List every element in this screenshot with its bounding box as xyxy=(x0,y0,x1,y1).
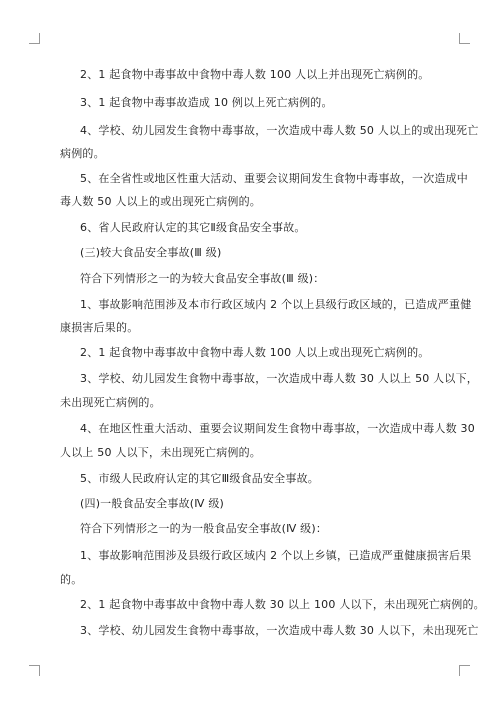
text-line: 4、学校、幼儿园发生食物中毒事故，一次造成中毒人数 50 人以上的或出现死亡 xyxy=(80,124,479,137)
text-line: 3、学校、幼儿园发生食物中毒事故，一次造成中毒人数 30 人以上 50 人以下， xyxy=(80,372,478,385)
section-heading: (三)较大食品安全事故(Ⅲ 级) xyxy=(80,246,222,259)
text-line: 3、1 起食物中毒事故造成 10 例以上死亡病例的。 xyxy=(80,96,333,109)
text-line: 康损害后果的。 xyxy=(60,321,139,334)
text-line: 1、事故影响范围涉及县级行政区域内 2 个以上乡镇，已造成严重健康损害后果 xyxy=(80,549,472,562)
crop-mark-bottom-left xyxy=(29,665,40,676)
text-line: 4、在地区性重大活动、重要会议期间发生食物中毒事故，一次造成中毒人数 30 xyxy=(80,422,475,435)
text-line: 2、1 起食物中毒事故中食物中毒人数 100 人以上并出现死亡病例的。 xyxy=(80,68,430,81)
text-line: 2、1 起食物中毒事故中食物中毒人数 30 以上 100 人以下，未出现死亡病例的。 xyxy=(80,598,485,611)
crop-mark-top-left xyxy=(29,33,40,44)
text-line: 2、1 起食物中毒事故中食物中毒人数 100 人以上或出现死亡病例的。 xyxy=(80,346,430,359)
text-line: 6、省人民政府认定的其它Ⅱ级食品安全事故。 xyxy=(80,221,306,234)
section-heading: (四)一般食品安全事故(Ⅳ 级) xyxy=(80,497,225,510)
text-line: 5、市级人民政府认定的其它Ⅲ级食品安全事故。 xyxy=(80,472,319,485)
text-line: 病例的。 xyxy=(60,147,105,160)
crop-mark-bottom-right xyxy=(459,665,470,676)
text-line: 5、在全省性或地区性重大活动、重要会议期间发生食物中毒事故，一次造成中 xyxy=(80,172,468,185)
text-line: 未出现死亡病例的。 xyxy=(60,396,161,409)
text-line: 1、事故影响范围涉及本市行政区域内 2 个以上县级行政区域的，已造成严重健 xyxy=(80,298,472,311)
text-line: 3、学校、幼儿园发生食物中毒事故，一次造成中毒人数 30 人以下，未出现死亡 xyxy=(80,624,479,637)
text-line: 毒人数 50 人以上的或出现死亡病例的。 xyxy=(60,195,261,208)
text-line: 符合下列情形之一的为一般食品安全事故(Ⅳ 级)： xyxy=(80,522,328,535)
crop-mark-top-right xyxy=(459,33,470,44)
text-line: 符合下列情形之一的为较大食品安全事故(Ⅲ 级)： xyxy=(80,272,325,285)
text-line: 的。 xyxy=(60,573,83,586)
text-line: 人以上 50 人以下，未出现死亡病例的。 xyxy=(60,446,261,459)
